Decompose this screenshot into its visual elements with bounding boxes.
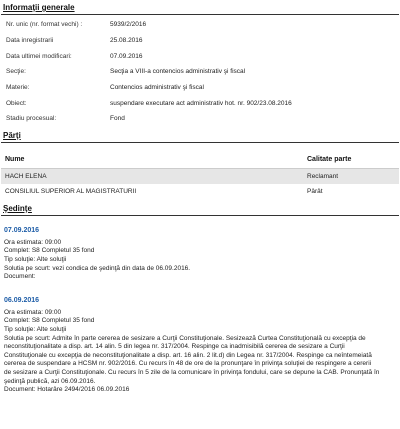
info-row xyxy=(0,33,400,49)
info-row xyxy=(0,64,400,80)
hearings-section xyxy=(0,201,400,395)
parties-section xyxy=(0,128,400,199)
info-row xyxy=(0,111,400,127)
hearing-document: Document: Hotarâre 2494/2016 06.09.2016 xyxy=(4,386,130,394)
info-label: Obiect: xyxy=(6,99,27,107)
hearing-solution-summary: Solutia pe scurt: vezi condica de şedinţă din data de 06.09.2016. xyxy=(4,264,191,272)
hearing-solution-summary: Constituţionale cu excepţia de neconstituţionalitate a disp. art. 16 alin. 2 lit.d) din Legea nr. 317/2004. Respinge ca neîntemeiată xyxy=(4,351,372,359)
info-value: Secţia a VIII-a contencios administrativ şi fiscal xyxy=(110,68,246,76)
parties-col-name: Nume xyxy=(5,156,25,164)
general-info-section xyxy=(0,0,400,127)
general-info-title: Informaţii generale xyxy=(1,0,399,15)
general-info-table xyxy=(0,17,400,127)
hearing-item xyxy=(0,226,400,282)
info-value: Contencios administrativ şi fiscal xyxy=(110,84,204,92)
table-row xyxy=(1,184,399,199)
table-row xyxy=(1,169,399,184)
parties-col-role: Calitate parte xyxy=(307,156,352,164)
info-label: Nr. unic (nr. format vechi) : xyxy=(6,21,83,29)
hearing-document: Document: xyxy=(4,273,36,281)
party-role: Reclamant xyxy=(307,172,339,180)
hearing-solution-summary: neconstituţionalitate a disp. art. 14 alin. 5 din legea nr. 317/2004. Respinge ca inadmisibilă cererea de sesizare a Curţii xyxy=(4,343,345,351)
hearing-solution-summary: şedinţă publică, azi 06.09.2016. xyxy=(4,377,96,385)
info-row xyxy=(0,48,400,64)
info-label: Materie: xyxy=(6,84,30,92)
info-row xyxy=(0,17,400,33)
info-value: suspendare executare act administrativ hot. nr. 902/23.08.2016 xyxy=(110,99,292,107)
hearing-solution-type: Tip soluţie: Alte soluţii xyxy=(4,256,67,263)
party-name: CONSILIUL SUPERIOR AL MAGISTRATURII xyxy=(5,187,137,195)
info-value: 25.08.2016 xyxy=(110,37,143,45)
hearing-panel: Complet: S8 Completul 35 fond xyxy=(4,317,95,325)
info-value: Fond xyxy=(110,115,125,123)
hearing-time: Ora estimata: 09:00 xyxy=(4,308,62,316)
hearing-solution-summary: Solutia pe scurt: Admite în parte cererea de sesizare a Curţii Constituţionale. Sesizează Curtea Constituţională cu excepţia de xyxy=(4,334,366,342)
info-label: Data ultimei modificari: xyxy=(6,52,72,60)
hearing-solution-type: Tip soluţie: Alte soluţii xyxy=(4,325,67,333)
party-role: Pârât xyxy=(307,187,323,195)
parties-title: Părţi xyxy=(1,128,399,143)
parties-header-row xyxy=(1,152,399,169)
info-row xyxy=(0,80,400,96)
hearing-solution-summary: cererea de suspendare a HCSM nr. 902/2016. Cu recurs în 48 de ore de la pronunţare în privinţa soluţiei de respingere a cererii xyxy=(4,360,372,368)
info-row xyxy=(0,95,400,111)
info-label: Secţie: xyxy=(6,68,26,76)
hearing-item xyxy=(0,296,400,395)
hearing-date: 06.09.2016 xyxy=(4,296,40,304)
info-label: Data inregistrarii xyxy=(6,37,54,45)
party-name: HACH ELENA xyxy=(5,172,47,180)
info-value: 5939/2/2016 xyxy=(110,21,147,29)
info-value: 07.09.2016 xyxy=(110,52,143,60)
hearing-date: 07.09.2016 xyxy=(4,226,40,234)
info-label: Stadiu procesual: xyxy=(6,115,57,123)
hearing-panel: Complet: S8 Completul 35 fond xyxy=(4,247,95,255)
hearing-solution-summary: de sesizare a Curţii Constituţionale. Cu recurs în 5 zile de la comunicare în privinţa fondului, care se depune la CAB. Pronunţată în xyxy=(4,368,380,376)
hearing-time: Ora estimata: 09:00 xyxy=(4,238,62,246)
hearings-title: Şedinţe xyxy=(1,201,399,216)
